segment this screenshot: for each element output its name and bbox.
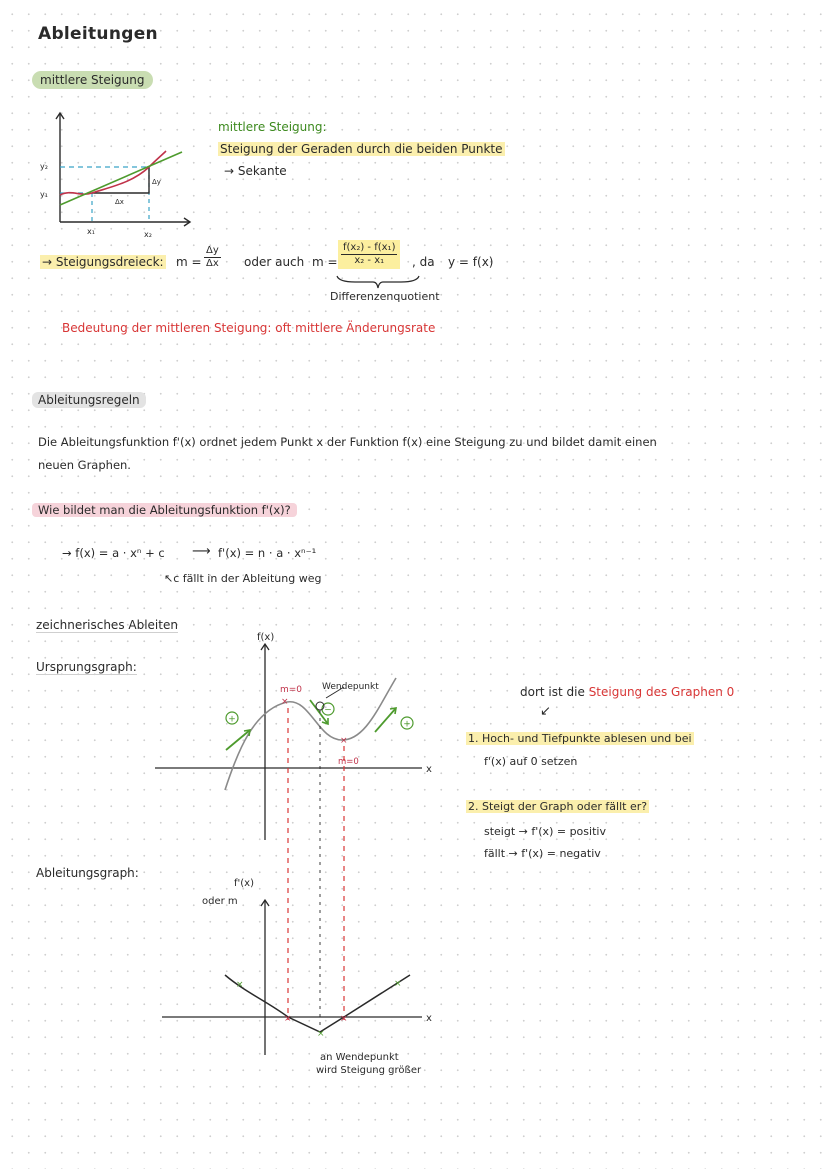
- there-is-text: dort ist die: [520, 685, 585, 699]
- fpx-axis-label: f'(x): [234, 878, 254, 889]
- label-dx: Δx: [115, 198, 124, 206]
- since-text: , da: [412, 255, 435, 269]
- min-mark: ×: [340, 736, 348, 746]
- deriv-zero-mark-right: ×: [340, 1014, 348, 1024]
- rule-arrow: ⟶: [192, 544, 211, 559]
- label-y1: y₁: [40, 190, 48, 199]
- svg-text:−: −: [324, 705, 332, 716]
- difference-quotient-label: Differenzenquotient: [330, 290, 440, 303]
- fraction-dy-dx: $\frac{\Delta y}{\Delta x}$: [206, 245, 219, 269]
- rises-note: steigt → f'(x) = positiv: [484, 825, 606, 838]
- inflection-label: Wendepunkt: [322, 682, 379, 692]
- deriv-min-mark: ×: [317, 1029, 325, 1039]
- secant-figure: [32, 105, 207, 240]
- derivative-curve: [225, 975, 410, 1032]
- original-graph-label: Ursprungsgraph:: [36, 660, 137, 674]
- m-equals-1: m =: [176, 255, 202, 269]
- y-equals-fx: y = f(x): [448, 255, 494, 269]
- deriv-mark-left: ×: [236, 980, 244, 990]
- m-equals-2: m =: [312, 255, 338, 269]
- step2-heading: 2. Steigt der Graph oder fällt er?: [468, 800, 648, 813]
- slope-triangle-label: → Steigungsdreieck:: [42, 255, 164, 269]
- label-y2: y₂: [40, 162, 48, 171]
- question-heading: Wie bildet man die Ableitungsfunktion f'(x)?: [32, 503, 297, 517]
- rules-description-line1: Die Ableitungsfunktion f'(x) ordnet jedem Punkt x der Funktion f(x) eine Steigung zu und bildet damit einen: [38, 435, 657, 449]
- secant-note: → Sekante: [224, 164, 287, 178]
- meaning-note: Bedeutung der mittleren Steigung: oft mittlere Änderungsrate: [62, 321, 436, 335]
- section-heading-rules: Ableitungsregeln: [32, 392, 146, 408]
- section-heading-mean-slope: mittlere Steigung: [32, 71, 153, 89]
- svg-text:+: +: [228, 714, 236, 725]
- or-also-text: oder auch: [244, 255, 305, 269]
- mean-slope-note-line: Steigung der Geraden durch die beiden Punkte: [220, 142, 503, 156]
- graphical-derivation-figure: [150, 630, 450, 1060]
- top-x-axis-label: x: [426, 764, 432, 775]
- label-x1: x₁: [87, 227, 95, 236]
- rules-description-line2: neuen Graphen.: [38, 458, 131, 472]
- or-m-label: oder m: [202, 896, 238, 907]
- rule-right: f'(x) = n · a · xⁿ⁻¹: [218, 546, 317, 560]
- inflection-note-line2: wird Steigung größer: [316, 1065, 422, 1076]
- rising-arrow-right: [375, 708, 396, 732]
- step1-line1: 1. Hoch- und Tiefpunkte ablesen und bei: [468, 732, 692, 745]
- slope-zero-text: Steigung des Graphen 0: [588, 685, 735, 699]
- max-mark: ×: [281, 697, 289, 707]
- bottom-x-axis-label: x: [426, 1013, 432, 1024]
- label-x2: x₂: [144, 230, 152, 239]
- curl-arrow: ↙: [540, 704, 551, 719]
- label-dy: Δy: [152, 178, 161, 186]
- deriv-mark-right: ×: [394, 979, 402, 989]
- fx-axis-label: f(x): [257, 632, 275, 643]
- function-curve: [60, 151, 166, 195]
- svg-text:+: +: [403, 719, 411, 730]
- rule-left: → f(x) = a · xⁿ + c: [62, 546, 165, 560]
- deriv-zero-mark-left: ×: [284, 1014, 292, 1024]
- mean-slope-note-title: mittlere Steigung:: [218, 120, 327, 134]
- fraction-difference-quotient: $\frac{\text{f(x₂) - f(x₁)}}{\text{x₂ - x₁}}$: [338, 240, 400, 269]
- derivative-graph-label: Ableitungsgraph:: [36, 866, 139, 880]
- constant-note: ↖c fällt in der Ableitung weg: [164, 572, 322, 585]
- falls-note: fällt → f'(x) = negativ: [484, 847, 601, 860]
- m0-label-top: m=0: [280, 685, 303, 695]
- original-function-curve: [225, 678, 396, 790]
- m0-label-bottom: m=0: [338, 757, 359, 767]
- rising-arrow-left: [226, 730, 250, 750]
- underbrace: [335, 274, 421, 290]
- step1-line2: f'(x) auf 0 setzen: [484, 755, 578, 768]
- page-title: Ableitungen: [38, 24, 158, 44]
- inflection-note-line1: an Wendepunkt: [320, 1052, 399, 1063]
- section-heading-graphical: zeichnerisches Ableiten: [36, 618, 178, 632]
